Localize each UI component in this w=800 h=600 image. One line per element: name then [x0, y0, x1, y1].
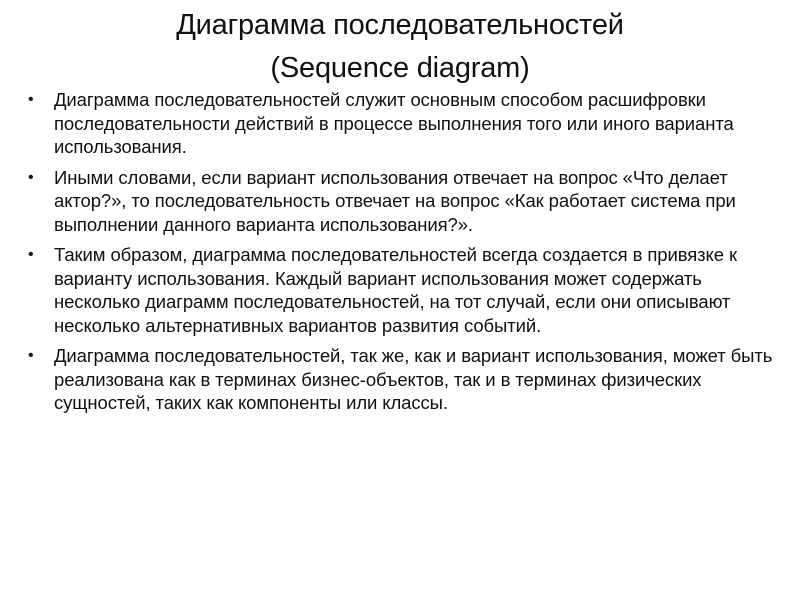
bullet-item	[28, 166, 778, 237]
title-line-2: (Sequence diagram)	[270, 52, 530, 84]
bullet-text: Диаграмма последовательностей, так же, как и вариант использования, может быть реализована как в терминах бизнес-объектов, так и в терминах физических сущностей, таких как компоненты или классы.	[54, 345, 773, 413]
bullet-icon: •	[28, 246, 34, 263]
bullet-text: Диаграмма последовательностей служит основным способом расшифровки последовательности действий в процессе выполнения того или иного варианта использования.	[54, 89, 734, 157]
bullet-text: Иными словами, если вариант использования отвечает на вопрос «Что делает актор?», то последовательность отвечает на вопрос «Как работает система при выполнении данного варианта использования?».	[54, 166, 736, 235]
bullet-icon: •	[28, 168, 34, 186]
bullet-item	[28, 243, 778, 337]
bullet-icon: •	[28, 347, 34, 364]
bullet-item	[28, 344, 778, 415]
slide-title	[80, 4, 720, 90]
bullet-icon: •	[28, 91, 34, 108]
bullet-text: Таким образом, диаграмма последовательностей всегда создается в привязке к варианту использования. Каждый вариант использования может содержать несколько диаграмм последовательностей, на тот случай, если они описывают несколько альтернативных вариантов развития событий.	[54, 244, 737, 336]
bullet-list	[28, 88, 778, 422]
bullet-item	[28, 88, 778, 159]
title-line-1: Диаграмма последовательностей	[176, 9, 624, 41]
